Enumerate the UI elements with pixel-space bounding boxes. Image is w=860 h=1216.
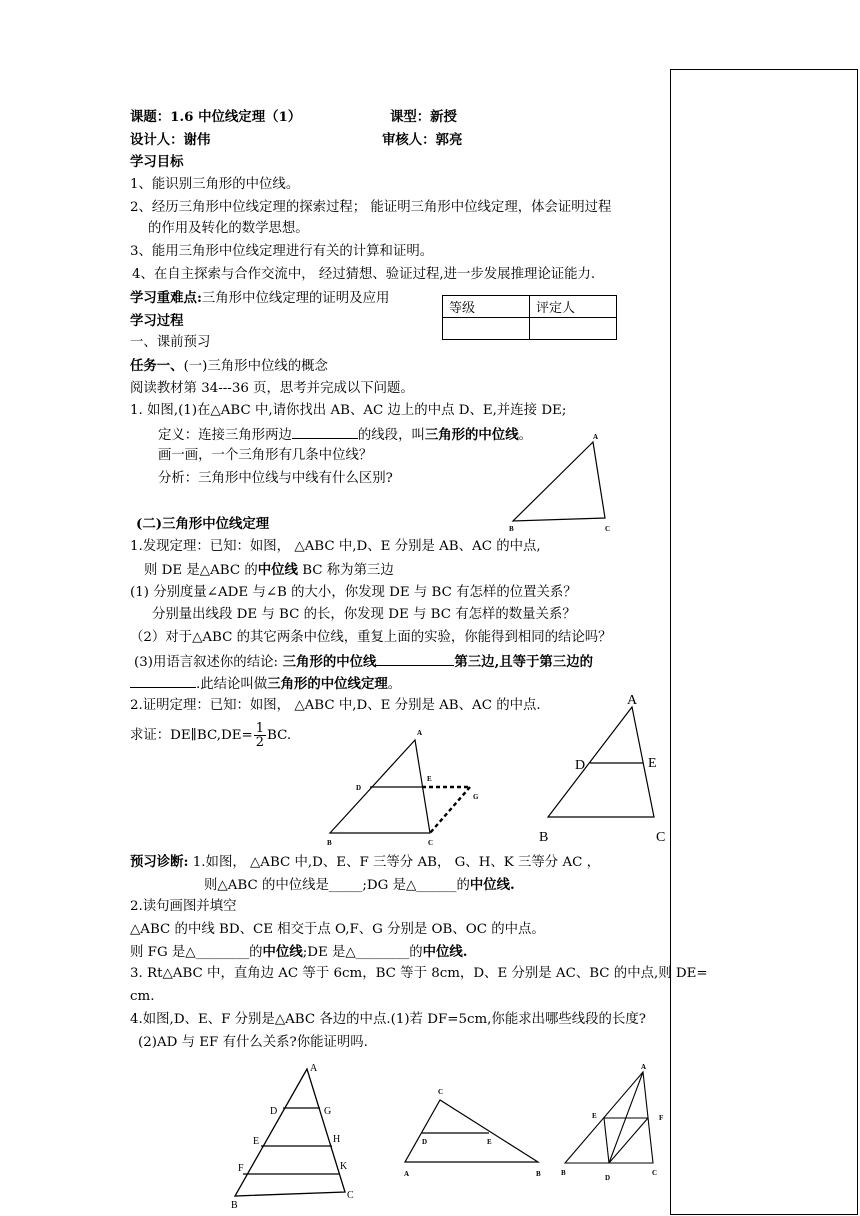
section-preview: 一、课前预习 — [130, 335, 211, 350]
definition-part: 定义：连接三角形两边 — [158, 428, 292, 443]
label-E: E — [487, 1138, 492, 1146]
part-3-text: .此结论叫做 — [196, 677, 268, 692]
task1-label: 任务一、 — [130, 358, 184, 374]
label-B: B — [509, 525, 514, 533]
label-E: E — [648, 756, 657, 771]
proof-goal-text: 求证：DE∥BC,DE= — [130, 728, 253, 743]
proof-figure — [320, 725, 490, 850]
label-A: A — [417, 729, 423, 737]
diagnosis-text: 则 FG 是△________的 — [130, 945, 263, 960]
objective-item: 1、能识别三角形的中位线。 — [130, 177, 300, 192]
objectives-title: 学习目标 — [130, 154, 184, 170]
label-A: A — [627, 693, 638, 708]
definition-blank[interactable] — [292, 424, 358, 439]
label-D: D — [605, 1174, 611, 1182]
diagnosis-4b: (2)AD 与 EF 有什么关系?你能证明吗. — [138, 1035, 368, 1050]
key-points-label: 学习重难点: — [130, 290, 202, 306]
definition — [158, 424, 532, 446]
task1 — [130, 356, 328, 377]
part-3-text: 。 — [387, 677, 402, 692]
grade-table — [442, 295, 617, 340]
lesson-topic: 课题：1.6 中位线定理（1） — [130, 109, 302, 125]
triangle-figure-1 — [505, 430, 625, 535]
designer: 设计人：谢伟 — [130, 132, 211, 148]
diagnosis-text: ;DE 是△________的 — [302, 945, 423, 960]
label-F: F — [659, 1114, 664, 1122]
grade-header: 等级 — [443, 296, 530, 318]
diagnosis-3b: cm. — [130, 989, 155, 1004]
definition-part: 的线段，叫 — [357, 428, 425, 443]
discover-text: BC 称为第三边 — [297, 563, 394, 578]
part-2: （2）对于△ABC 的其它两条中位线，重复上面的实验，你能得到相同的结论吗？ — [130, 630, 612, 645]
key-points-text: 三角形中位线定理的证明及应用 — [201, 291, 390, 306]
medial-triangle-figure — [555, 1060, 675, 1190]
evaluator-cell[interactable] — [530, 318, 617, 340]
conclusion-blank[interactable] — [376, 651, 454, 666]
question-1: 1. 如图,(1)在△ABC 中,请你找出 AB、AC 边上的中点 D、E,并连接 DE; — [130, 403, 567, 418]
process-title: 学习过程 — [130, 313, 184, 329]
part-1: (1) 分别度量∠ADE 与∠B 的大小，你发现 DE 与 BC 有怎样的位置关系？ — [130, 585, 577, 600]
diagnosis-2: 2.读句画图并填空 — [130, 899, 237, 914]
diagnosis-4: 4.如图,D、E、F 分别是△ABC 各边的中点.(1)若 DF=5cm,你能求出哪些线段的长度? — [130, 1012, 646, 1027]
analyze-prompt: 分析：三角形中位线与中线有什么区别? — [158, 471, 393, 486]
label-E: E — [253, 1136, 260, 1147]
definition-part: 。 — [518, 428, 532, 443]
large-triangle-figure — [535, 688, 675, 848]
label-D: D — [422, 1138, 428, 1146]
label-G: G — [324, 1106, 332, 1117]
part-3-term: 第三边,且等于第三边的 — [454, 654, 593, 670]
proof-goal-text: BC. — [267, 728, 292, 743]
objective-item: 3、能用三角形中位线定理进行有关的计算和证明。 — [130, 244, 434, 259]
part-3-text: (3)用语言叙述你的结论: — [134, 655, 278, 670]
discover-2 — [144, 560, 394, 581]
proof-goal — [130, 720, 291, 752]
discover-term: 中位线 — [257, 562, 298, 578]
discover-text: 则 DE 是△ABC 的 — [144, 563, 258, 578]
part-3-term: 三角形的中位线 — [278, 654, 377, 670]
diagnosis-term: 中位线. — [422, 944, 468, 960]
grade-cell[interactable] — [443, 318, 530, 340]
evaluator-header: 评定人 — [530, 296, 617, 318]
part-3-cont — [130, 673, 401, 695]
discover-1: 1.发现定理：已知：如图， △ABC 中,D、E 分别是 AB、AC 的中点, — [130, 539, 541, 554]
diagnosis-2a: △ABC 的中线 BD、CE 相交于点 O,F、G 分别是 OB、OC 的中点。 — [130, 922, 545, 937]
label-D: D — [270, 1106, 278, 1117]
theorem-title: (二)三角形中位线定理 — [136, 516, 270, 532]
label-B: B — [536, 1170, 541, 1178]
fraction-blank[interactable] — [130, 673, 196, 688]
label-B: B — [539, 830, 549, 845]
diagnosis-2b — [130, 942, 467, 963]
part-1b: 分别量出线段 DE 与 BC 的长，你发现 DE 与 BC 有怎样的数量关系？ — [152, 607, 576, 622]
label-A: A — [641, 1063, 647, 1071]
diagnosis-label: 预习诊断: — [130, 854, 189, 870]
fraction-half — [254, 722, 266, 749]
label-C: C — [438, 1088, 444, 1096]
definition-term: 三角形的中位线 — [424, 427, 519, 443]
label-C: C — [347, 1190, 354, 1201]
diagnosis-text: 则△ABC 的中位线是_____;DG 是△______的 — [204, 878, 470, 893]
label-F: F — [238, 1163, 244, 1174]
part-3 — [134, 651, 593, 673]
diagnosis-1b — [204, 875, 515, 896]
diagnosis-1 — [130, 852, 600, 873]
reading-instruction: 阅读教材第 34---36 页，思考并完成以下问题。 — [130, 381, 414, 396]
label-G: G — [473, 793, 479, 801]
key-points — [130, 288, 389, 309]
diagnosis-term: 中位线. — [469, 877, 515, 893]
label-C: C — [656, 830, 666, 845]
theorem-name: 三角形的中位线定理 — [267, 676, 388, 692]
draw-prompt: 画一画，一个三角形有几条中位线？ — [158, 448, 373, 463]
label-D: D — [356, 784, 362, 792]
label-C: C — [652, 1169, 658, 1177]
diagnosis-3: 3. Rt△ABC 中，直角边 AC 等于 6cm，BC 等于 8cm，D、E 分别是 AC、BC 的中点,则 DE= — [130, 966, 708, 981]
diagnosis-term: 中位线 — [262, 944, 303, 960]
fraction-denominator: 2 — [255, 735, 264, 750]
objective-item: 4、在自主探索与合作交流中， 经过猜想、验证过程,进一步发展推理论证能力. — [132, 267, 596, 282]
margin-notes-box — [670, 69, 858, 1215]
label-H: H — [333, 1134, 341, 1145]
objective-item: 的作用及转化的数学思想。 — [148, 221, 309, 236]
label-A: A — [404, 1170, 410, 1178]
task1-text: (一)三角形中位线的概念 — [183, 359, 328, 374]
label-B: B — [327, 839, 332, 847]
label-C: C — [428, 839, 434, 847]
label-A: A — [310, 1063, 318, 1074]
label-C: C — [605, 525, 611, 533]
proof-given: 2.证明定理：已知：如图， △ABC 中,D、E 分别是 AB、AC 的中点. — [130, 698, 541, 713]
trisection-figure — [225, 1062, 375, 1212]
label-E: E — [427, 775, 432, 783]
label-E: E — [592, 1112, 597, 1120]
objective-item: 2、经历三角形中位线定理的探索过程； 能证明三角形中位线定理，体会证明过程 — [130, 200, 612, 215]
label-B: B — [561, 1169, 566, 1177]
label-A: A — [593, 433, 599, 441]
midline-triangle-figure — [398, 1080, 553, 1185]
label-K: K — [340, 1161, 348, 1172]
label-D: D — [575, 758, 586, 773]
fraction-numerator: 1 — [255, 721, 264, 736]
lesson-type: 课型：新授 — [390, 109, 457, 125]
label-B: B — [231, 1200, 238, 1211]
reviewer: 审核人：郭亮 — [382, 132, 463, 148]
diagnosis-text: 1.如图， △ABC 中,D、E、F 三等分 AB， G、H、K 三等分 AC ， — [188, 855, 601, 870]
